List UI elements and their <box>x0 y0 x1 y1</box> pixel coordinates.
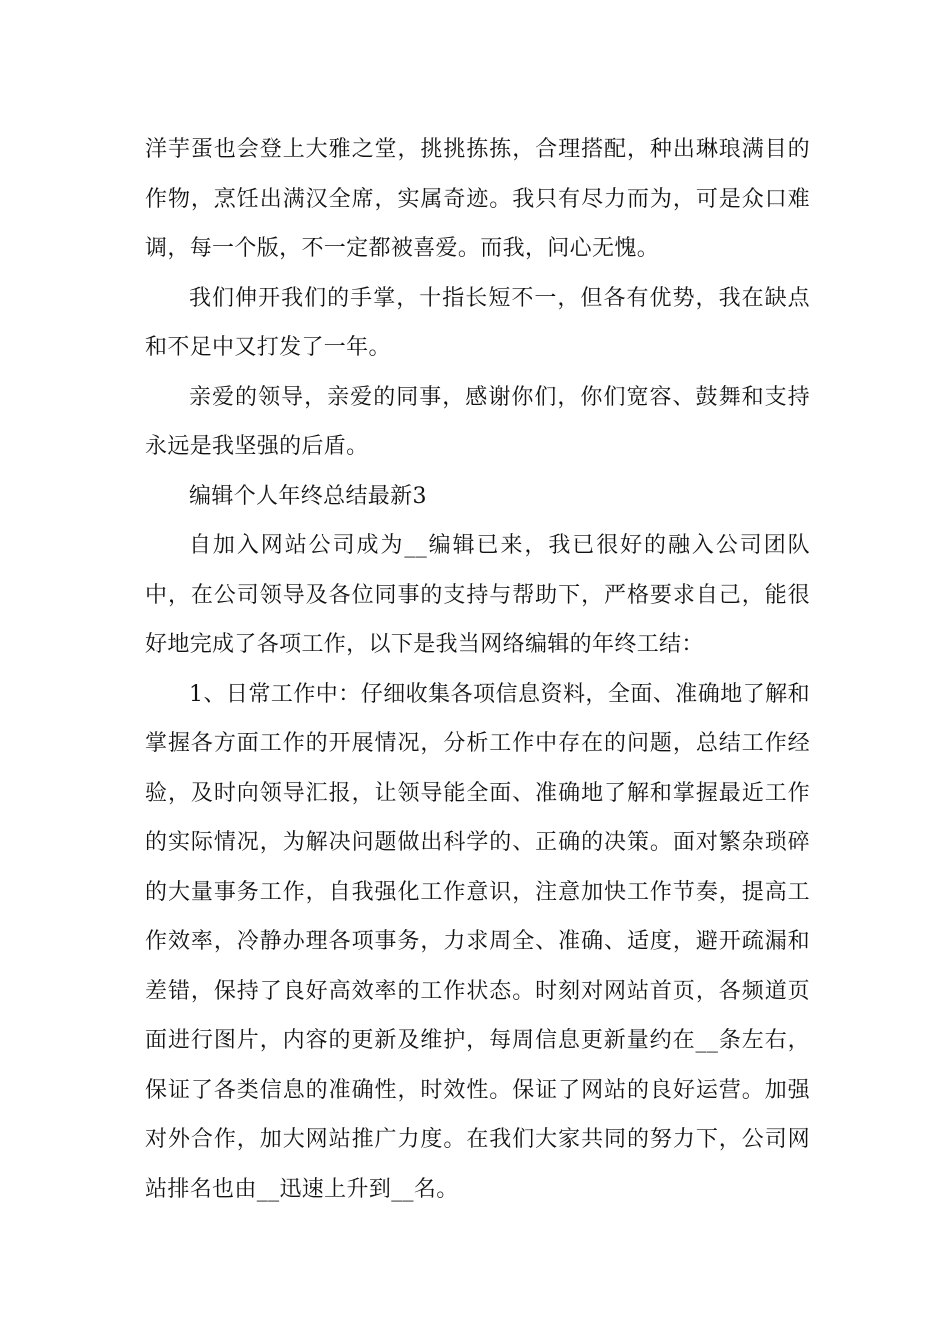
paragraph-thanks: 亲爱的领导，亲爱的同事，感谢你们，你们宽容、鼓舞和支持永远是我坚强的后盾。 <box>145 384 810 459</box>
paragraph-intro: 自加入网站公司成为__编辑已来，我已很好的融入公司团队中，在公司领导及各位同事的支持与帮助下，严格要求自己，能很好地完成了各项工作，以下是我当网络编辑的年终工结： <box>145 533 810 657</box>
section-heading: 编辑个人年终总结最新3 <box>189 483 427 509</box>
document-body <box>145 125 810 1214</box>
paragraph-daily-work: 1、日常工作中：仔细收集各项信息资料，全面、准确地了解和掌握各方面工作的开展情况，分析工作中存在的问题，总结工作经验，及时向领导汇报，让领导能全面、准确地了解和掌握最近工作的实际情况，为解决问题做出科学的、正确的决策。面对繁杂琐碎的大量事务工作，自我强化工作意识，注意加快工作节奏，提高工作效率，冷静办理各项事务，力求周全、准确、适度，避开疏漏和差错，保持了良好高效率的工作状态。时刻对网站首页，各频道页面进行图片，内容的更新及维护，每周信息更新量约在__条左右，保证了各类信息的准确性，时效性。保证了网站的良好运营。加强对外合作，加大网站推广力度。在我们大家共同的努力下，公司网站排名也由__迅速上升到__名。 <box>145 681 810 1202</box>
paragraph-continuation: 洋芋蛋也会登上大雅之堂，挑挑拣拣，合理搭配，种出琳琅满目的作物，烹饪出满汉全席，实属奇迹。我只有尽力而为，可是众口难调，每一个版，不一定都被喜爱。而我，问心无愧。 <box>145 137 810 261</box>
paragraph-palm: 我们伸开我们的手掌，十指长短不一，但各有优势，我在缺点和不足中又打发了一年。 <box>145 285 810 360</box>
